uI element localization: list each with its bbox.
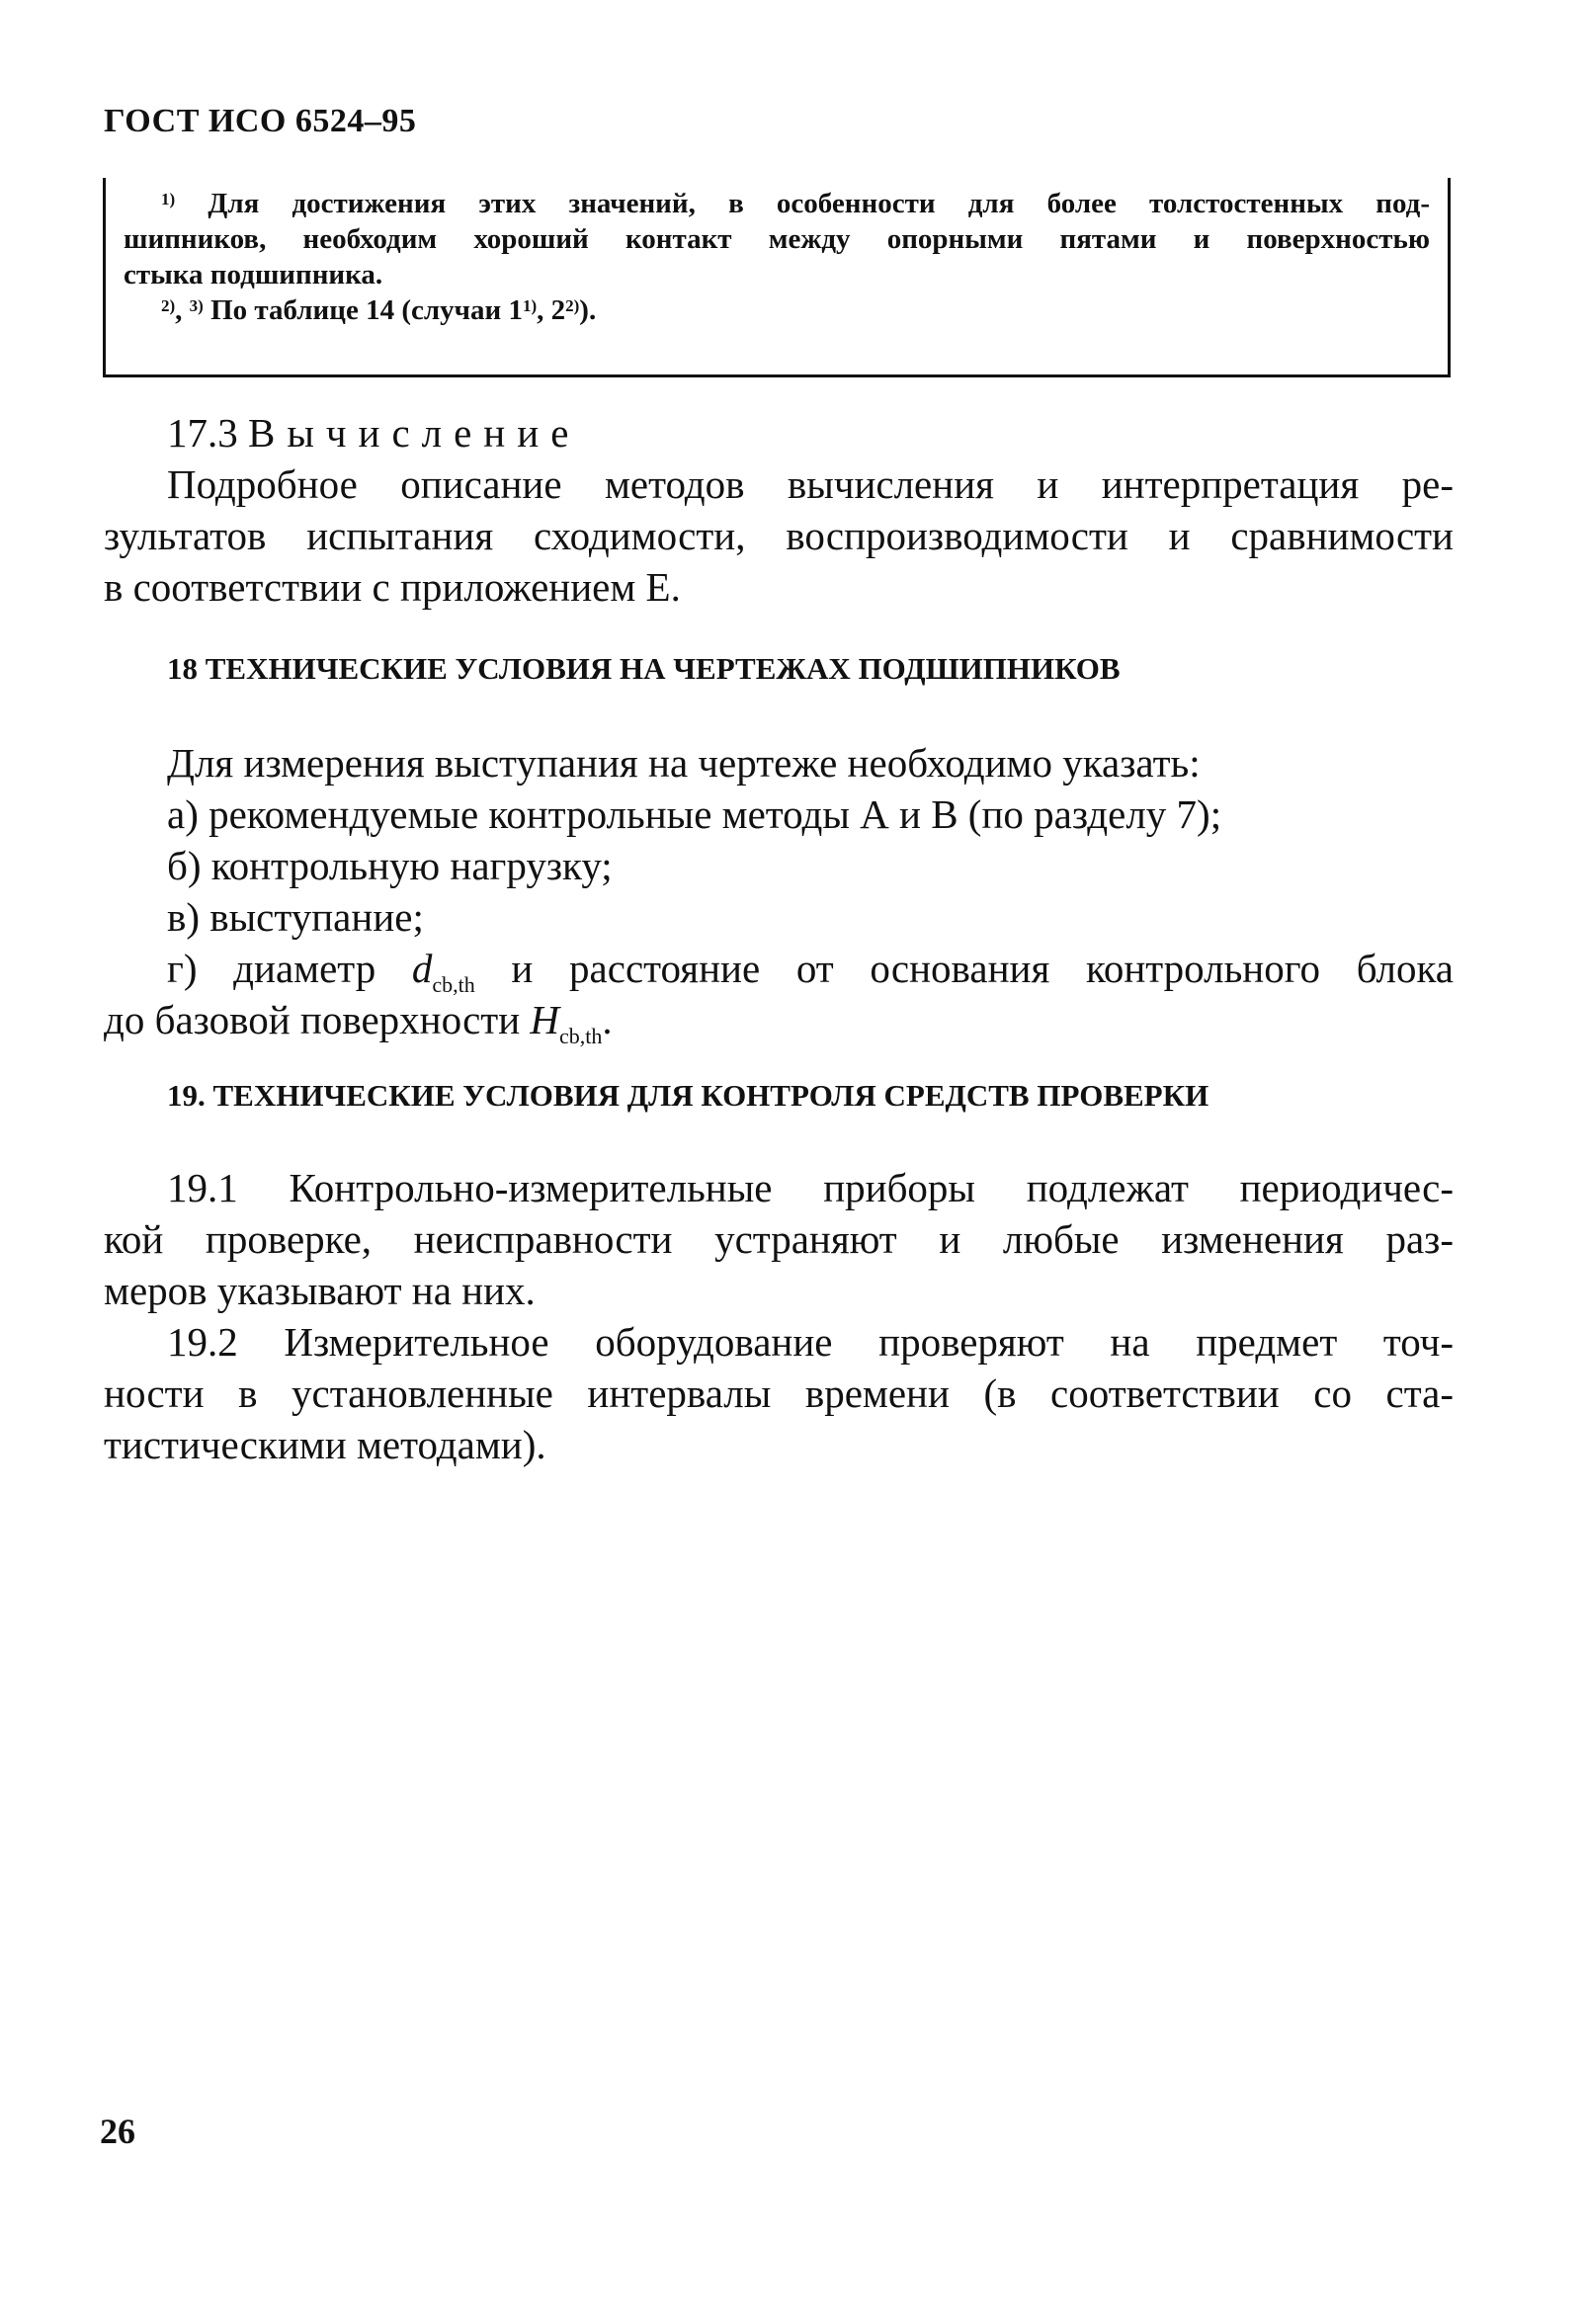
section-18-item-b: б) контрольную нагрузку; — [167, 843, 613, 888]
document-header: ГОСТ ИСО 6524–95 — [104, 103, 417, 139]
footnote-1-line-2: шипников, необходим хороший контакт между опорными пятами и поверхностью — [124, 223, 1430, 255]
footnote-2-3: $^{2)}$, $^{3)}$ По таблице 14 (случаи 1$^{1)}$, 2$^{2)}$). — [161, 294, 597, 326]
section-19-1-line-2: кой проверке, неисправности устраняют и любые изменения раз- — [104, 1216, 1454, 1262]
section-18-item-d-line-1: г) диаметр $d_{cb,th}$ и расстояние от основания контрольного блока — [167, 946, 1454, 997]
section-18-intro: Для измерения выступания на чертеже необходимо указать: — [167, 740, 1201, 786]
section-19-2-line-2: ности в установленные интервалы времени (в соответствии со ста- — [104, 1370, 1454, 1416]
footnote-1-line-3: стыка подшипника. — [124, 259, 383, 290]
section-19-heading: 19. ТЕХНИЧЕСКИЕ УСЛОВИЯ ДЛЯ КОНТРОЛЯ СРЕДСТВ ПРОВЕРКИ — [167, 1078, 1209, 1113]
section-17-3-title: 17.3 Вычисление — [167, 410, 581, 456]
section-17-3-line-1: Подробное описание методов вычисления и интерпретация ре- — [167, 461, 1454, 507]
section-19-2-line-1: 19.2 Измерительное оборудование проверяют на предмет точ- — [167, 1319, 1454, 1365]
footnote-box — [103, 178, 1451, 377]
section-17-3-line-3: в соответствии с приложением Е. — [104, 564, 681, 610]
section-18-item-d-line-2: до базовой поверхности $H_{cb,th}$. — [104, 997, 613, 1048]
page-number: 26 — [100, 2112, 135, 2151]
section-19-2-line-3: тистическими методами). — [104, 1422, 546, 1467]
section-18-heading: 18 ТЕХНИЧЕСКИЕ УСЛОВИЯ НА ЧЕРТЕЖАХ ПОДШИПНИКОВ — [167, 651, 1121, 686]
section-18-item-a: а) рекомендуемые контрольные методы А и В (по разделу 7); — [167, 791, 1222, 837]
section-18-item-c: в) выступание; — [167, 894, 424, 940]
footnote-1-line-1: $^{1)}$ Для достижения этих значений, в особенности для более толстостенных под- — [161, 188, 1431, 219]
section-17-3-line-2: зультатов испытания сходимости, воспроизводимости и сравнимости — [104, 513, 1454, 558]
section-19-1-line-1: 19.1 Контрольно-измерительные приборы подлежат периодичес- — [167, 1165, 1454, 1210]
section-19-1-line-3: меров указывают на них. — [104, 1268, 536, 1313]
